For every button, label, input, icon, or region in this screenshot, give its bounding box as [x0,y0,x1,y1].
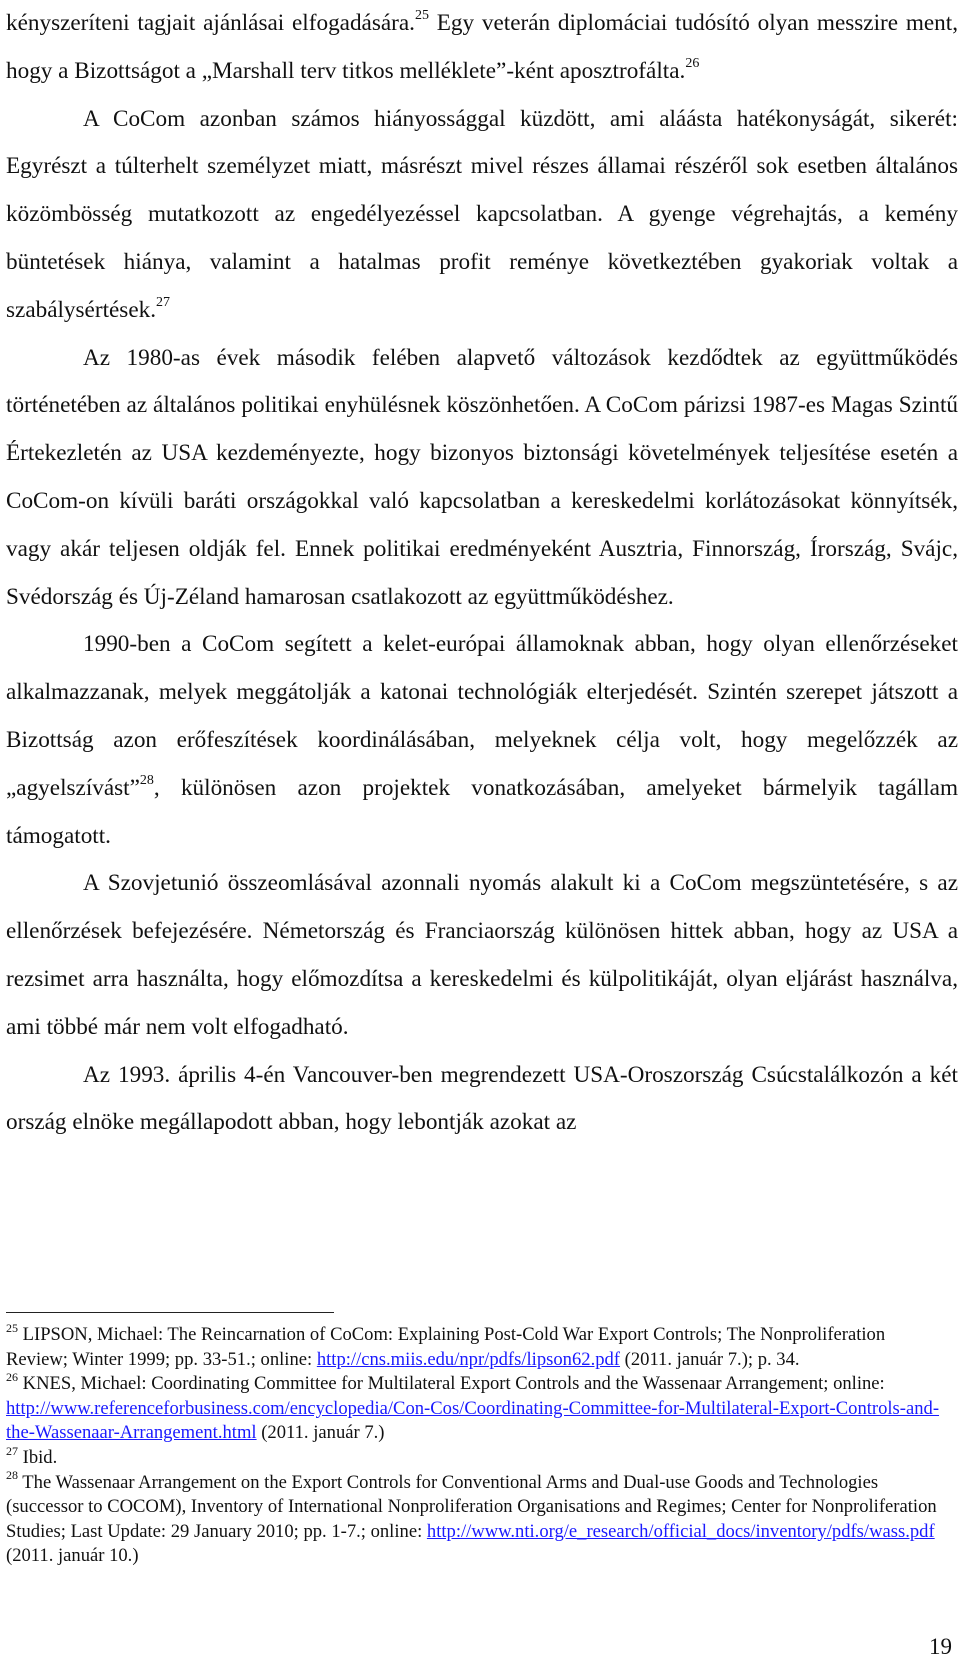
footnote-ref: 28 [6,1468,18,1483]
text-run: A CoCom azonban számos hiányossággal küzdött, ami aláásta hatékonyságát, sikerét: Egyrészt a túlterhelt személyzet miatt, másrészt mivel részes államai részéről sok esetben általános közömbösség mutatkozott az engedélyezéssel kapcsolatban. A gyenge végrehajtás, a kemény büntetések hiánya, valamint a hatalmas profit reménye következtében gyakoriak voltak a szabálysértések. [6,105,958,323]
text-run: Az 1993. április 4-én Vancouver-ben megrendezett USA-Oroszország Csúcstalálkozón a két ország elnöke megállapodott abban, hogy lebontják azokat az [6,1061,958,1136]
footnote-28 [6,1468,946,1569]
text-run: A Szovjetunió összeomlásával azonnali nyomás alakult ki a CoCom megszüntetésére, s az ellenőrzések befejezésére. Németország és Franciaország különösen hittek abban, hogy az USA a rezsimet arra használta, hogy előmozdítsa a kereskedelmi és külpolitikáját, olyan eljárást használva, ami többé már nem volt elfogadható. [6,870,958,1040]
footnote-ref: 27 [156,295,171,311]
footnote-27 [6,1443,946,1471]
paragraph-6 [6,1052,958,1148]
page-number: 19 [929,1634,952,1659]
paragraph-3 [6,335,958,622]
text-run: , különösen azon projektek vonatkozásában, amelyeket bármelyik tagállam támogatott. [6,774,958,849]
text-run: Az 1980-as évek második felében alapvető változások kezdődtek az együttműködés történetében az általános politikai enyhülésnek köszönhetően. A CoCom párizsi 1987-es Magas Szintű Értekezletén az USA kezdeményezte, hogy bizonyos biztonsági követelmények teljesítése esetén a CoCom-on kívüli baráti országokkal való kapcsolatban a kereskedelmi korlátozásokat könnyítsék, vagy akár teljesen oldják fel. Ennek politikai eredményeként Ausztria, Finnország, Írország, Svájc, Svédország és Új-Zéland hamarosan csatlakozott az együttműködéshez. [6,344,958,610]
footnote-link[interactable]: http://www.nti.org/e_research/official_docs/inventory/pdfs/wass.pdf [426,1520,935,1542]
paragraph-2 [6,96,958,335]
text-run: The Wassenaar Arrangement on the Export Controls for Conventional Arms and Dual-use Goods and Technologies (successor to COCOM), Inventory of International Nonproliferation Organisations and Regimes; Center for Nonproliferation Studies; Last Update: 29 January 2010; pp. 1-7.; online: [6,1471,937,1542]
footnote-ref: 25 [414,8,429,24]
footnote-separator [6,1312,334,1313]
footnote-link[interactable]: http://www.referenceforbusiness.com/encyclopedia/Con-Cos/Coordinating-Committee-for-Multilateral-Export-Controls-and-the-Wassenaar-Arrangement.html [6,1397,940,1444]
footnote-ref: 26 [685,56,700,72]
text-run: kényszeríteni tagjait ajánlásai elfogadására. [6,10,415,36]
text-run: (2011. január 7.); p. 34. [620,1348,800,1370]
body-text [6,0,958,1147]
paragraph-5 [6,860,958,1051]
footnote-link[interactable]: http://cns.miis.edu/npr/pdfs/lipson62.pdf [316,1348,621,1370]
text-run: KNES, Michael: Coordinating Committee for Multilateral Export Controls and the Wassenaar Arrangement; online: [18,1373,885,1395]
footnote-ref: 26 [6,1370,18,1384]
footnote-25 [6,1320,946,1372]
document-page [6,0,958,1147]
footnotes [6,1320,946,1569]
footnote-ref: 28 [139,773,154,789]
text-run: (2011. január 7.) [256,1422,385,1444]
footnote-ref: 27 [6,1443,18,1458]
text-run: LIPSON, Michael: The Reincarnation of CoCom: Explaining Post-Cold War Export Controls; The Nonproliferation Review; Winter 1999; pp. 33-51.; online: [6,1324,886,1370]
paragraph-4 [6,621,958,860]
paragraph-1 [6,0,958,96]
text-run: 1990-ben a CoCom segített a kelet-európai államoknak abban, hogy olyan ellenőrzéseket alkalmazzanak, melyek meggátolják a katonai technológiák elterjedését. Szintén szerepet játszott a Bizottság azon erőfeszítések koordinálásában, melyeknek célja volt, hogy megelőzzék az „agyelszívást” [6,631,958,801]
text-run: (2011. január 10.) [6,1545,139,1567]
text-run: Egy veterán diplomáciai tudósító olyan messzire ment, hogy a Bizottságot a „Marshall terv titkos melléklete”-ként aposztrofálta. [6,10,958,84]
footnote-ref: 25 [6,1320,18,1335]
footnote-26 [6,1372,946,1446]
text-run: Ibid. [18,1446,58,1468]
